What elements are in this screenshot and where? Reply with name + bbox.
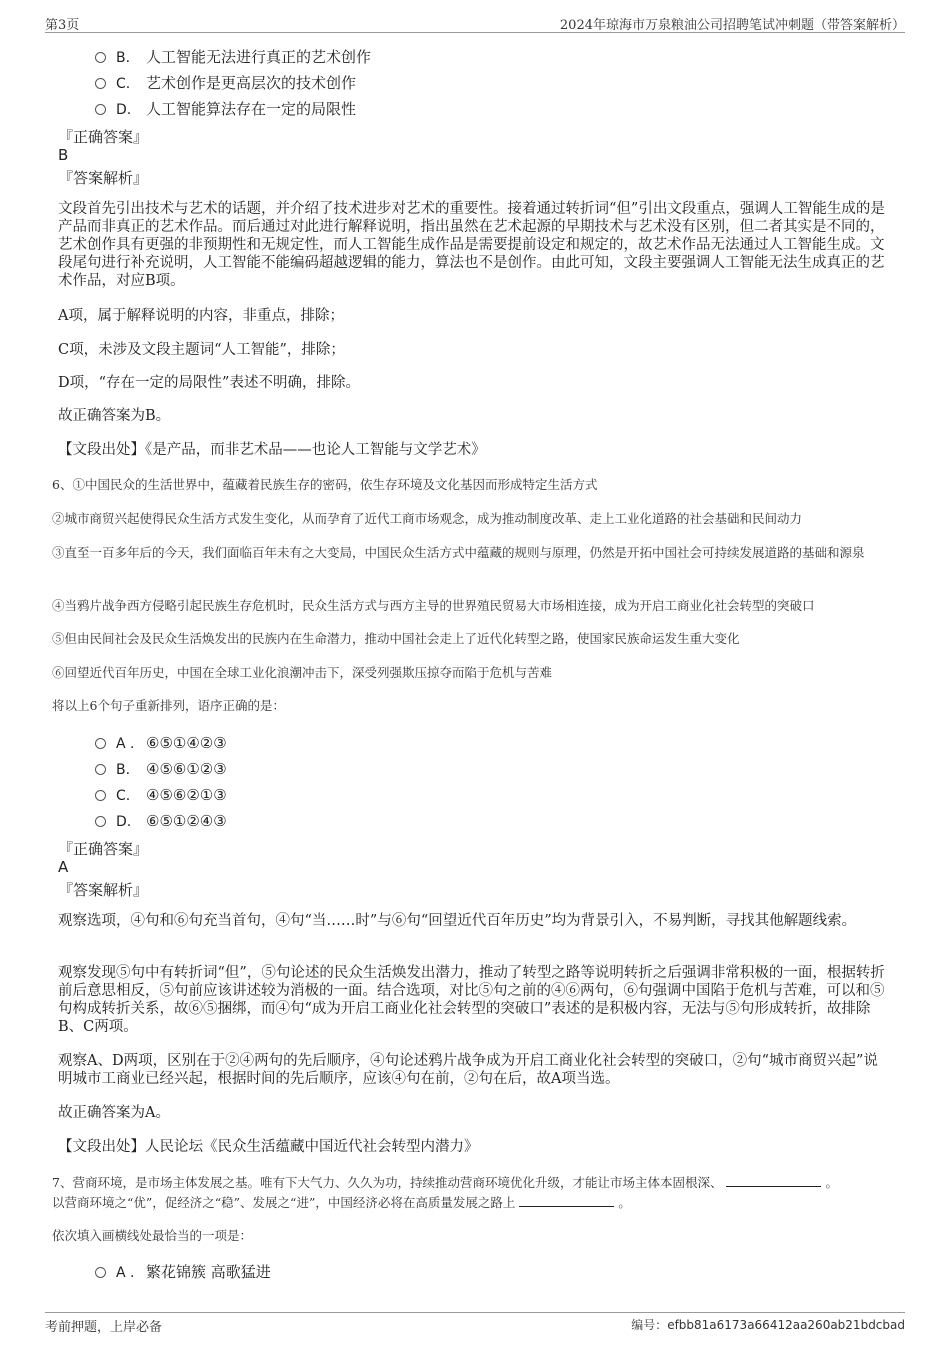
q6-source: 【文段出处】人民论坛《民众生活蕴藏中国近代社会转型内潜力》 (58, 1139, 479, 1155)
q7-stem-line-2: 以营商环境之“优”，促经济之“稳”、发展之“进”，中国经济必将在高质量发展之路上 。 (52, 1195, 631, 1210)
q6-sentence-1: 6、①中国民众的生活世界中，蕴藏着民族生存的密码，依生存环境及文化基因而形成特定生活方式 (52, 477, 598, 492)
radio-icon[interactable] (95, 816, 106, 827)
q5-option-d[interactable]: D. 人工智能算法存在一定的局限性 (95, 99, 356, 119)
q6-sentence-3: ③直至一百多年后的今天，我们面临百年未有之大变局，中国民众生活方式中蕴藏的规则与原理，仍然是开拓中国社会可持续发展道路的基础和源泉 (52, 545, 865, 560)
q5-analysis-text: 文段首先引出技术与艺术的话题，并介绍了技术进步对艺术的重要性。接着通过转折词“但”引出文段重点，强调人工智能生成的是产品而非真正的艺术作品。而后通过对此进行解释说明，指出虽然在艺术起源的早期技术与艺术没有区别，但二者其实是不同的，艺术创作具有更强的非预期性和无规定性，而人工智能生成作品是需要提前设定和规定的，故艺术作品无法通过人工智能生成。文段尾句进行补充说明，人工智能不能编码超越逻辑的能力，算法也不是创作。由此可知，文段主要强调人工智能无法生成真正的艺术作品，对应B项。 (58, 201, 885, 289)
radio-icon[interactable] (95, 78, 106, 89)
q6-analysis-label: 『答案解析』 (58, 881, 149, 899)
q6-prompt: 将以上6个句子重新排列，语序正确的是： (52, 698, 285, 713)
q6-option-b[interactable]: B. ④⑤⑥①②③ (95, 759, 227, 779)
q5-option-c-note: C项，未涉及文段主题词“人工智能”，排除； (58, 342, 345, 358)
q6-analysis-p3: 观察A、D两项，区别在于②④两句的先后顺序，④句论述鸦片战争成为开启工商业化社会转型的突破口，②句“城市商贸兴起”说明城市工商业已经兴起，根据时间的先后顺序，应该④句在前，②句在后，故A项当选。 (58, 1053, 878, 1087)
q7-blank-1[interactable] (726, 1174, 821, 1187)
q5-answer-label: 『正确答案』 (58, 128, 149, 146)
q6-option-a[interactable]: A . ⑥⑤①④②③ (95, 733, 227, 753)
q6-analysis-p2: 观察发现⑤句中有转折词“但”，⑤句论述的民众生活焕发出潜力，推动了转型之路等说明转折之后强调非常积极的一面，根据转折前后意思相反，⑤句前应该讲述较为消极的一面。结合选项，对比⑤句之前的④⑥两句，⑥句强调中国陷于危机与苦难，可以和⑤句构成转折关系，故⑥⑤捆绑，而④句“成为开启工商业化社会转型的突破口”表述的是积极内容，无法与⑤句形成转折，故排除B、C两项。 (58, 965, 885, 1035)
q6-analysis-p1: 观察选项，④句和⑥句充当首句，④句“当……时”与⑥句“回望近代百年历史”均为背景引入，不易判断，寻找其他解题线索。 (58, 913, 857, 929)
q5-option-d-note: D项，“存在一定的局限性”表述不明确，排除。 (58, 375, 360, 391)
page-number: 第3页 (45, 18, 80, 33)
q7-option-a[interactable]: A . 繁花锦簇 高歌猛进 (95, 1262, 271, 1282)
q5-source: 【文段出处】《是产品，而非艺术品——也论人工智能与文学艺术》 (58, 442, 486, 458)
q5-option-a-note: A项，属于解释说明的内容，非重点，排除； (58, 308, 344, 324)
q6-sentence-2: ②城市商贸兴起使得民众生活方式发生变化，从而孕育了近代工商市场观念，成为推动制度改革、走上工业化道路的社会基础和民间动力 (52, 511, 803, 526)
q6-option-d[interactable]: D. ⑥⑤①②④③ (95, 811, 227, 831)
q7-prompt: 依次填入画横线处最恰当的一项是： (52, 1228, 253, 1243)
radio-icon[interactable] (95, 738, 106, 749)
radio-icon[interactable] (95, 104, 106, 115)
q6-sentence-5: ⑤但由民间社会及民众生活焕发出的民族内在生命潜力，推动中国社会走上了近代化转型之路，使国家民族命运发生重大变化 (52, 631, 740, 646)
radio-icon[interactable] (95, 1267, 106, 1278)
q7-blank-2[interactable] (519, 1194, 614, 1207)
q6-sentence-4: ④当鸦片战争西方侵略引起民族生存危机时，民众生活方式与西方主导的世界殖民贸易大市场相连接，成为开启工商业化社会转型的突破口 (52, 598, 815, 613)
q5-analysis-label: 『答案解析』 (58, 169, 149, 187)
page-header (45, 12, 905, 33)
footer-slogan: 考前押题，上岸必备 (45, 1320, 163, 1335)
q6-conclusion: 故正确答案为A。 (58, 1105, 170, 1121)
q6-answer-label: 『正确答案』 (58, 840, 149, 858)
radio-icon[interactable] (95, 764, 106, 775)
q5-option-c[interactable]: C. 艺术创作是更高层次的技术创作 (95, 73, 356, 93)
q5-conclusion: 故正确答案为B。 (58, 408, 171, 424)
q6-answer: A (58, 858, 69, 876)
q5-option-b[interactable]: B. 人工智能无法进行真正的艺术创作 (95, 47, 371, 67)
radio-icon[interactable] (95, 790, 106, 801)
document-title: 2024年琼海市万泉粮油公司招聘笔试冲刺题（带答案解析） (559, 18, 905, 33)
footer-code: 编号：efbb81a6173a66412aa260ab21bdcbad (631, 1318, 905, 1332)
q6-sentence-6: ⑥回望近代百年历史，中国在全球工业化浪潮冲击下，深受列强欺压掠夺而陷于危机与苦难 (52, 665, 553, 680)
q7-stem-line-1: 7、营商环境，是市场主体发展之基。唯有下大气力、久久为功，持续推动营商环境优化升级，才能让市场主体本固根深、 。 (52, 1175, 838, 1190)
page-footer (45, 1312, 905, 1337)
radio-icon[interactable] (95, 52, 106, 63)
q6-option-c[interactable]: C. ④⑤⑥②①③ (95, 785, 227, 805)
q5-answer: B (58, 146, 69, 164)
